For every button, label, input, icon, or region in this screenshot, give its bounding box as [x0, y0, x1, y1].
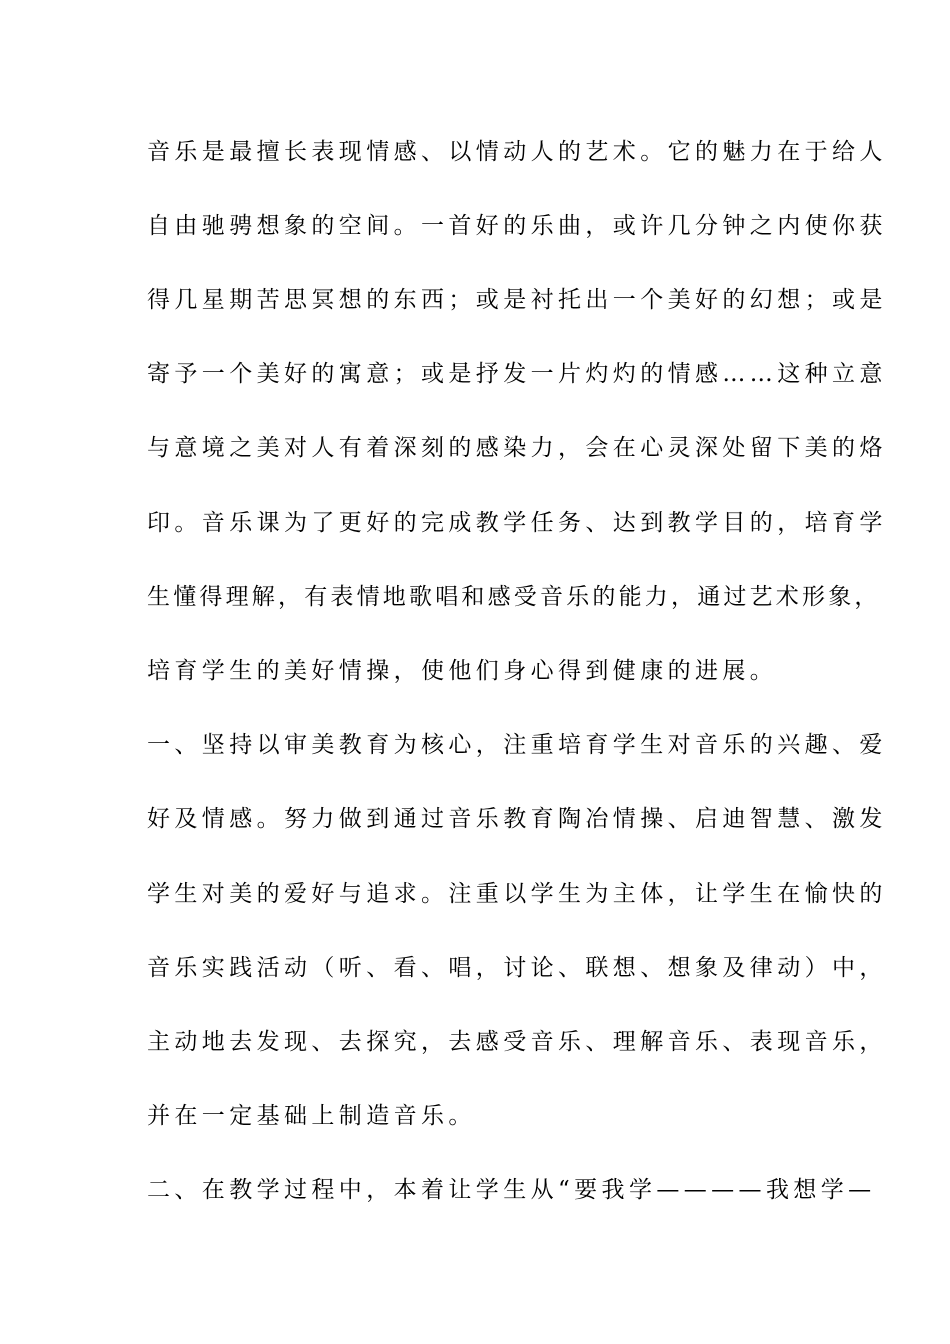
paragraph-line: 一、坚持以审美教育为核心，注重培育学生对音乐的兴趣、爱: [147, 732, 887, 758]
paragraph-line: 学生对美的爱好与追求。注重以学生为主体，让学生在愉快的: [147, 881, 887, 907]
paragraph-line: 生懂得理解，有表情地歌唱和感受音乐的能力，通过艺术形象，: [147, 584, 881, 610]
paragraph-line: 寄予一个美好的寓意；或是抒发一片灼灼的情感……这种立意: [147, 361, 887, 387]
paragraph-line: 与意境之美对人有着深刻的感染力，会在心灵深处留下美的烙: [147, 435, 887, 461]
paragraph-line: 好及情感。努力做到通过音乐教育陶冶情操、启迪智慧、激发: [147, 806, 887, 832]
paragraph-line: 音乐是最擅长表现情感、以情动人的艺术。它的魅力在于给人: [147, 139, 887, 165]
paragraph-line: 印。音乐课为了更好的完成教学任务、达到教学目的，培育学: [147, 510, 887, 536]
paragraph-line: 得几星期苦思冥想的东西；或是衬托出一个美好的幻想；或是: [147, 287, 887, 313]
paragraph-line: 音乐实践活动（听、看、唱，讨论、联想、想象及律动）中，: [147, 955, 887, 981]
paragraph-line: 主动地去发现、去探究，去感受音乐、理解音乐、表现音乐，: [147, 1029, 887, 1055]
paragraph-line: 培育学生的美好情操，使他们身心得到健康的进展。: [147, 658, 778, 684]
paragraph-line: 二、在教学过程中，本着让学生从“要我学————我想学—: [147, 1177, 876, 1203]
paragraph-line: 并在一定基础上制造音乐。: [147, 1103, 476, 1129]
paragraph-line: 自由驰骋想象的空间。一首好的乐曲，或许几分钟之内使你获: [147, 213, 887, 239]
